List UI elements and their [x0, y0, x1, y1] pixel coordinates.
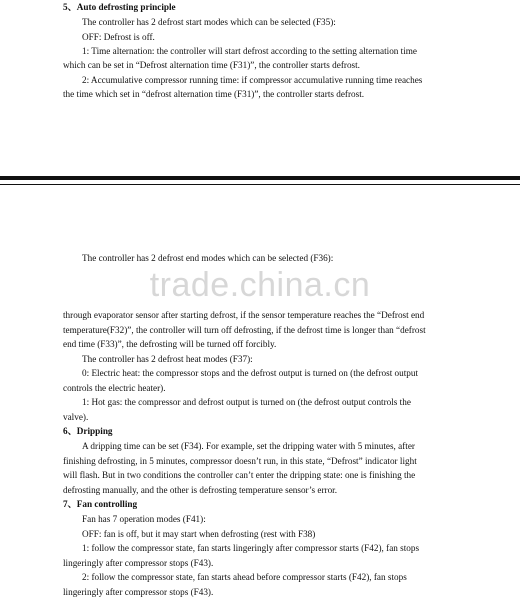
paragraph-line: 1: Hot gas: the compressor and defrost output is turned on (the defrost output controls the: [82, 397, 411, 407]
paragraph-line: lingeringly after compressor stops (F43).: [63, 558, 214, 568]
paragraph-line: A dripping time can be set (F34). For example, set the dripping water with 5 minutes, after: [82, 441, 415, 451]
watermark: trade.china.cn: [149, 266, 371, 304]
paragraph-line: OFF: fan is off, but it may start when defrosting (rest with F38): [82, 529, 316, 539]
paragraph-line: 0: Electric heat: the compressor stops and the defrost output is turned on (the defrost output: [82, 368, 419, 378]
page-separator-thin: [0, 184, 520, 185]
paragraph-line: The controller has 2 defrost start modes which can be selected (F35):: [82, 17, 336, 27]
paragraph-line: The controller has 2 defrost heat modes (F37):: [82, 354, 253, 364]
paragraph-line: through evaporator sensor after starting defrost, if the sensor temperature reaches the “Defrost end: [63, 310, 425, 320]
paragraph-line: Fan has 7 operation modes (F41):: [82, 514, 206, 524]
paragraph-line: valve).: [63, 412, 89, 422]
paragraph-line: 2: Accumulative compressor running time: if compressor accumulative running time reaches: [82, 75, 423, 85]
section-heading: 5、Auto defrosting principle: [63, 2, 176, 12]
section-heading: 6、Dripping: [63, 426, 113, 436]
paragraph-line: which can be set in “Defrost alternation time (F31)”, the controller starts defrost.: [63, 60, 360, 70]
section-heading: 7、Fan controlling: [63, 499, 138, 509]
paragraph-line: defrosting manually, and the other is defrosting temperature sensor’s error.: [63, 485, 338, 495]
paragraph-line: 2: follow the compressor state, fan starts ahead before compressor starts (F42), fan stops: [82, 572, 407, 582]
paragraph-line: temperature(F32)”, the controller will turn off defrosting, if the defrost time is longer than “defrost: [63, 325, 426, 335]
paragraph-line: 1: Time alternation: the controller will start defrost according to the setting alternation time: [82, 46, 418, 56]
paragraph-line: The controller has 2 defrost end modes which can be selected (F36):: [82, 253, 334, 263]
paragraph-line: 1: follow the compressor state, fan starts lingeringly after compressor starts (F42), fan stops: [82, 543, 420, 553]
paragraph-line: controls the electric heater).: [63, 383, 166, 393]
paragraph-line: lingeringly after compressor stops (F43).: [63, 587, 214, 597]
paragraph-line: the time which set in “defrost alternation time (F31)”, the controller starts defrost.: [63, 89, 365, 99]
paragraph-line: OFF: Defrost is off.: [82, 32, 155, 42]
paragraph-line: end time (F33)”, the defrosting will be turned off forcibly.: [63, 339, 277, 349]
page-separator-thick: [0, 176, 520, 180]
paragraph-line: will flash. But in two conditions the controller can’t enter the dripping state: one is finishing the: [63, 470, 416, 480]
paragraph-line: finishing defrosting, in 5 minutes, compressor doesn’t run, in this state, “Defrost” indicator light: [63, 456, 417, 466]
